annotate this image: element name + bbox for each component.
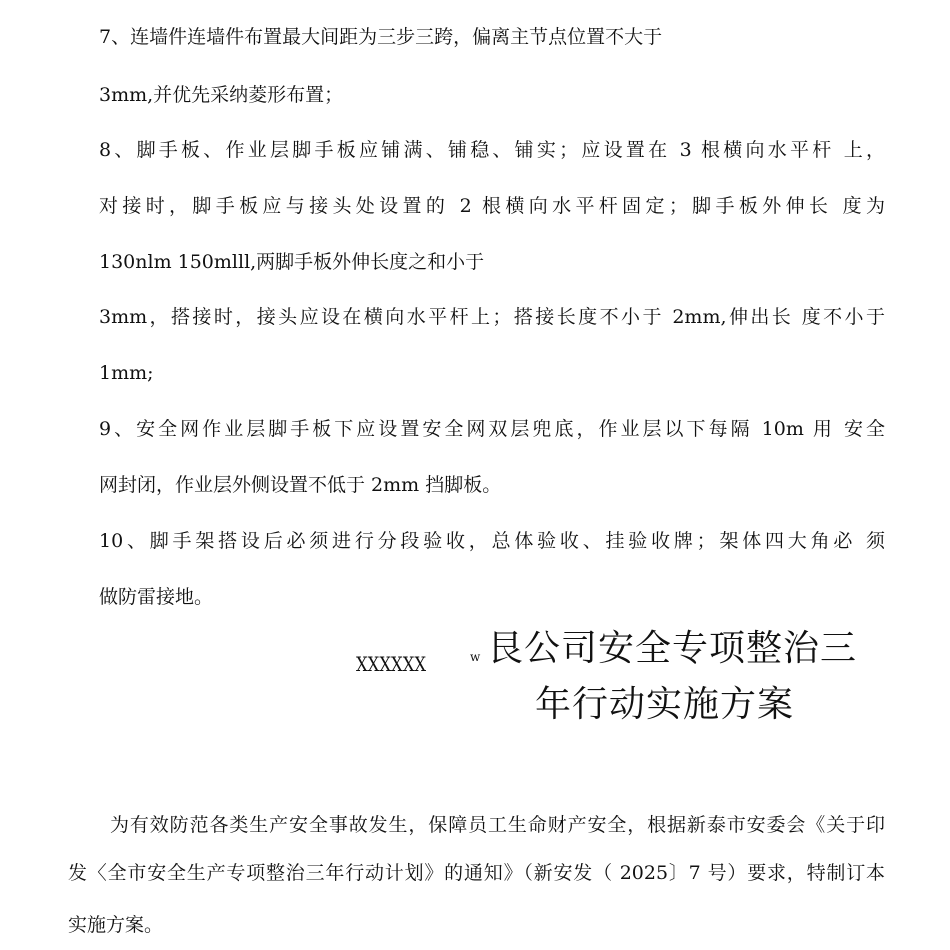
item-8-line-1: 8、脚手板、作业层脚手板应铺满、铺稳、铺实；应设置在 3 根横向水平杆 上， <box>99 139 885 161</box>
item-10-line-1: 10、脚手架搭设后必须进行分段验收，总体验收、挂验收牌；架体四大角必 须 <box>99 530 885 552</box>
intro-line-3: 实施方案。 <box>68 914 164 936</box>
item-8-line-2: 对接时，脚手板应与接头处设置的 2 根横向水平杆固定；脚手板外伸长 度为 <box>99 195 885 217</box>
intro-line-2: 发〈全市安全生产专项整治三年行动计划》的通知》（新安发（ 2025〕7 号）要求，特制订本 <box>68 862 885 884</box>
item-9-line-2: 网封闭，作业层外侧设置不低于 2mm 挡脚板。 <box>99 474 502 496</box>
intro-line-1: 为有效防范各类生产安全事故发生，保障员工生命财产安全，根据新泰市安委会《关于印 <box>110 814 885 836</box>
item-9-line-1: 9、安全网作业层脚手板下应设置安全网双层兜底，作业层以下每隔 10m 用 安全 <box>99 418 885 440</box>
title-company-prefix: XXXXXX <box>356 652 427 676</box>
item-8-line-3: 130nlm 150mlll,两脚手板外伸长度之和小于 <box>99 251 485 273</box>
item-8-line-5: 1mm; <box>99 362 154 384</box>
title-line-1: 艮公司安全专项整治三 <box>487 628 858 669</box>
item-10-line-2: 做防雷接地。 <box>99 586 214 608</box>
title-line-2: 年行动实施方案 <box>535 684 795 725</box>
item-7-line-2: 3mm,并优先采纳菱形布置； <box>99 84 344 106</box>
item-7-line-1: 7、连墙件连墙件布置最大间距为三步三跨，偏离主节点位置不大于 <box>99 26 663 48</box>
title-stray-mark: w <box>470 650 481 664</box>
item-8-line-4: 3mm，搭接时，接头应设在横向水平杆上；搭接长度不小于 2mm,伸出长 度不小于 <box>99 306 885 328</box>
